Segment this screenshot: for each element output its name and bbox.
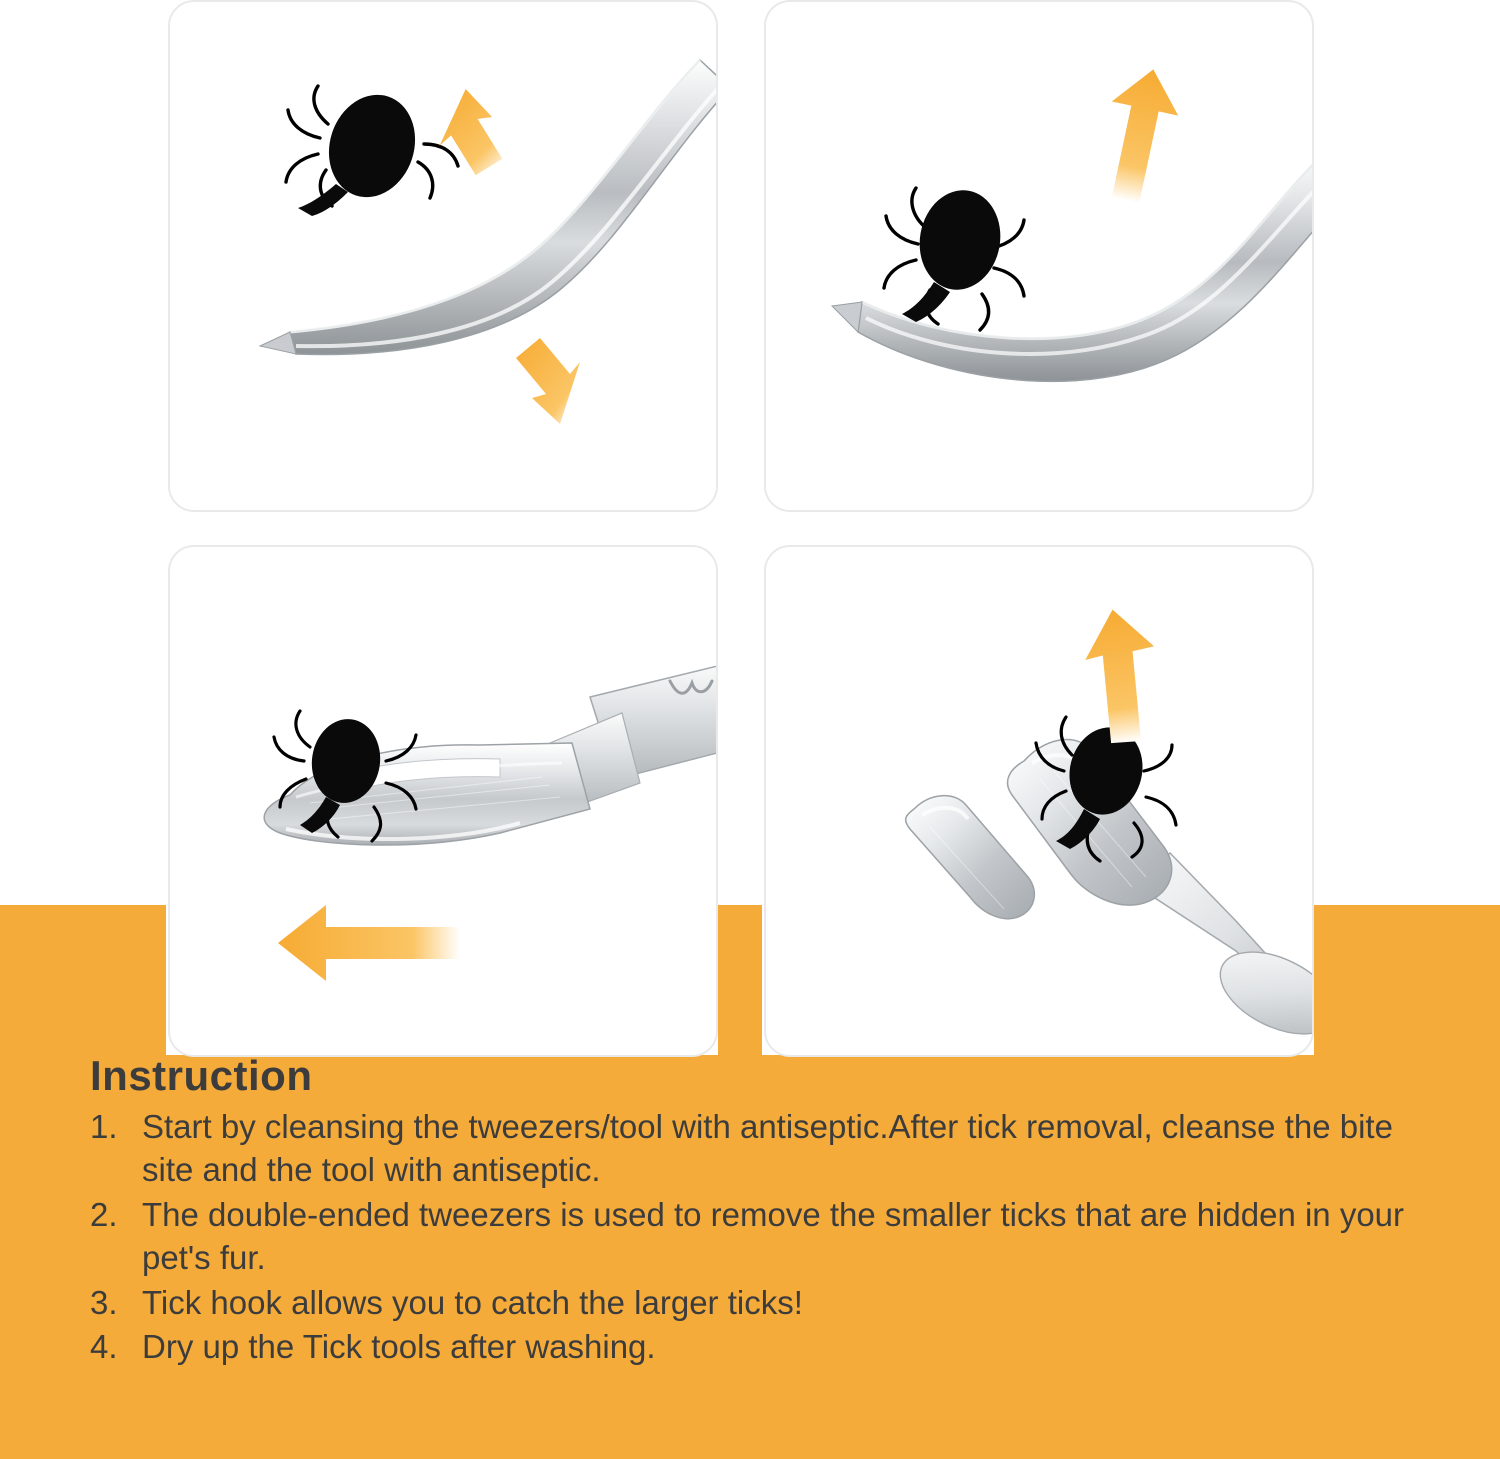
instruction-step — [90, 1194, 1450, 1280]
press-up-arrow — [516, 338, 580, 424]
press-down-arrow — [436, 86, 511, 178]
step-text: The double-ended tweezers is used to remove the smaller ticks that are hidden in your pet's fur. — [142, 1195, 1405, 1276]
instruction-content — [90, 1052, 1450, 1371]
step-text: Tick hook allows you to catch the larger ticks! — [142, 1283, 803, 1321]
tick-illustration — [884, 184, 1024, 330]
panel-tweezers-pinch-tick — [168, 0, 718, 512]
lift-up-arrow — [1079, 605, 1167, 747]
panel-tweezers-pull-tick-up — [764, 0, 1314, 512]
panel-tick-hook-lift-tick — [764, 545, 1314, 1057]
pull-up-arrow — [1092, 62, 1186, 207]
instruction-step — [90, 1282, 1450, 1325]
instruction-title: Instruction — [90, 1052, 313, 1099]
panel-tick-hook-slide-under-tick — [168, 545, 718, 1057]
step-text: Start by cleansing the tweezers/tool with antiseptic.After tick removal, cleanse the bite site and the tool with antiseptic. — [142, 1108, 1393, 1188]
step-number: 4. — [90, 1328, 118, 1366]
step-number: 3. — [90, 1283, 118, 1321]
instruction-step-list — [90, 1106, 1450, 1369]
step-text: Dry up the Tick tools after washing. — [142, 1328, 656, 1366]
tweezers-blade — [832, 152, 1312, 381]
instruction-step — [90, 1106, 1450, 1192]
slide-left-arrow — [278, 905, 460, 981]
step-number: 2. — [90, 1195, 118, 1233]
step-number: 1. — [90, 1108, 118, 1145]
instruction-step — [90, 1326, 1450, 1369]
tick-illustration — [286, 84, 458, 216]
